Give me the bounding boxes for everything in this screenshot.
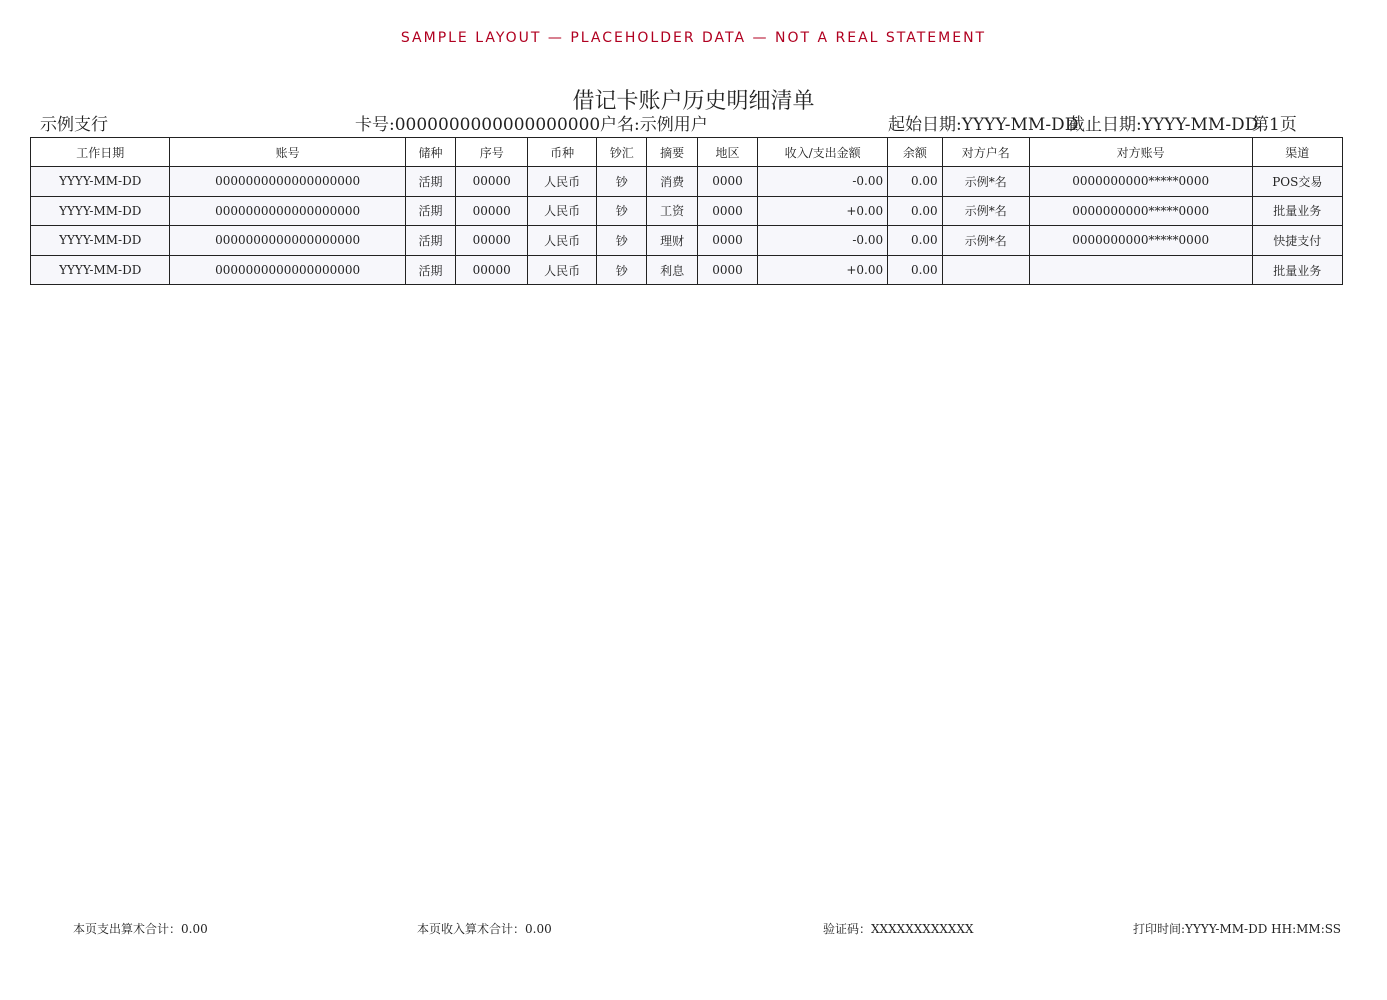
table-cell: 钞 [596,167,646,197]
table-cell: 示例*名 [942,196,1029,226]
table-cell: 人民币 [528,226,597,256]
table-cell: 00000 [456,167,528,197]
income-total: 本页收入算术合计：0.00 [417,922,552,936]
table-cell: 活期 [405,196,455,226]
table-cell [1029,255,1252,285]
table-cell: 钞 [596,226,646,256]
column-header: 账号 [170,138,405,167]
branch-name: 示例支行 [40,115,108,135]
table-cell: 0000000000*****0000 [1029,196,1252,226]
column-header: 对方账号 [1029,138,1252,167]
table-cell: 示例*名 [942,167,1029,197]
table-cell: 0000000000000000000 [170,255,405,285]
table-cell: 活期 [405,255,455,285]
table-cell: 利息 [647,255,697,285]
table-cell: 钞 [596,196,646,226]
table-cell: 活期 [405,167,455,197]
document-title: 借记卡账户历史明细清单 [572,89,815,114]
verification-code: 验证码：XXXXXXXXXXXX [823,922,974,936]
account-name: 户名:示例用户 [600,115,708,135]
table-row [31,255,1343,285]
column-header: 摘要 [647,138,697,167]
table-cell: -0.00 [758,167,888,197]
table-cell: YYYY-MM-DD [31,196,170,226]
table-cell: YYYY-MM-DD [31,255,170,285]
transaction-table [30,137,1343,285]
table-cell: 0000000000000000000 [170,167,405,197]
table-cell: 00000 [456,196,528,226]
column-header: 渠道 [1252,138,1342,167]
table-cell: 00000 [456,255,528,285]
table-cell: 活期 [405,226,455,256]
table-cell: 0.00 [888,226,943,256]
table-cell: +0.00 [758,196,888,226]
table-cell: -0.00 [758,226,888,256]
card-number: 卡号:0000000000000000000 [355,115,601,135]
statement-meta [40,110,1342,136]
table-cell: POS交易 [1252,167,1342,197]
table-cell: 0.00 [888,167,943,197]
table-cell: 示例*名 [942,226,1029,256]
table-cell: YYYY-MM-DD [31,167,170,197]
column-header: 余额 [888,138,943,167]
table-cell: 批量业务 [1252,196,1342,226]
table-cell: 人民币 [528,255,597,285]
table-row [31,167,1343,197]
table-cell: 0000 [697,255,757,285]
table-cell: 理财 [647,226,697,256]
sample-banner: SAMPLE LAYOUT — PLACEHOLDER DATA — NOT A REAL STATEMENT [400,30,987,46]
table-cell: 人民币 [528,196,597,226]
print-time: 打印时间:YYYY-MM-DD HH:MM:SS [1133,922,1341,936]
column-header: 地区 [697,138,757,167]
table-cell: 快捷支付 [1252,226,1342,256]
table-cell: 0000 [697,167,757,197]
table-cell: 0000000000*****0000 [1029,226,1252,256]
page-number: 第1页 [1252,115,1297,135]
table-cell: 0000000000000000000 [170,226,405,256]
column-header: 储种 [405,138,455,167]
column-header: 钞汇 [596,138,646,167]
table-row [31,196,1343,226]
table-cell: 钞 [596,255,646,285]
column-header: 工作日期 [31,138,170,167]
table-row [31,226,1343,256]
expense-total: 本页支出算术合计：0.00 [73,922,208,936]
start-date: 起始日期:YYYY-MM-DD [888,115,1079,135]
end-date: 截止日期:YYYY-MM-DD [1068,115,1259,135]
table-cell: 0000 [697,226,757,256]
column-header: 序号 [456,138,528,167]
table-cell: 0000000000*****0000 [1029,167,1252,197]
column-header: 对方户名 [942,138,1029,167]
column-header: 收入/支出金额 [758,138,888,167]
table-cell: 0000000000000000000 [170,196,405,226]
table-cell: 00000 [456,226,528,256]
table-cell: 0.00 [888,255,943,285]
table-cell: 工资 [647,196,697,226]
table-cell: 人民币 [528,167,597,197]
table-cell [942,255,1029,285]
table-cell: 0.00 [888,196,943,226]
table-cell: YYYY-MM-DD [31,226,170,256]
column-header: 币种 [528,138,597,167]
table-cell: 0000 [697,196,757,226]
table-cell: 批量业务 [1252,255,1342,285]
table-header-row [31,138,1343,167]
table-cell: +0.00 [758,255,888,285]
table-cell: 消费 [647,167,697,197]
